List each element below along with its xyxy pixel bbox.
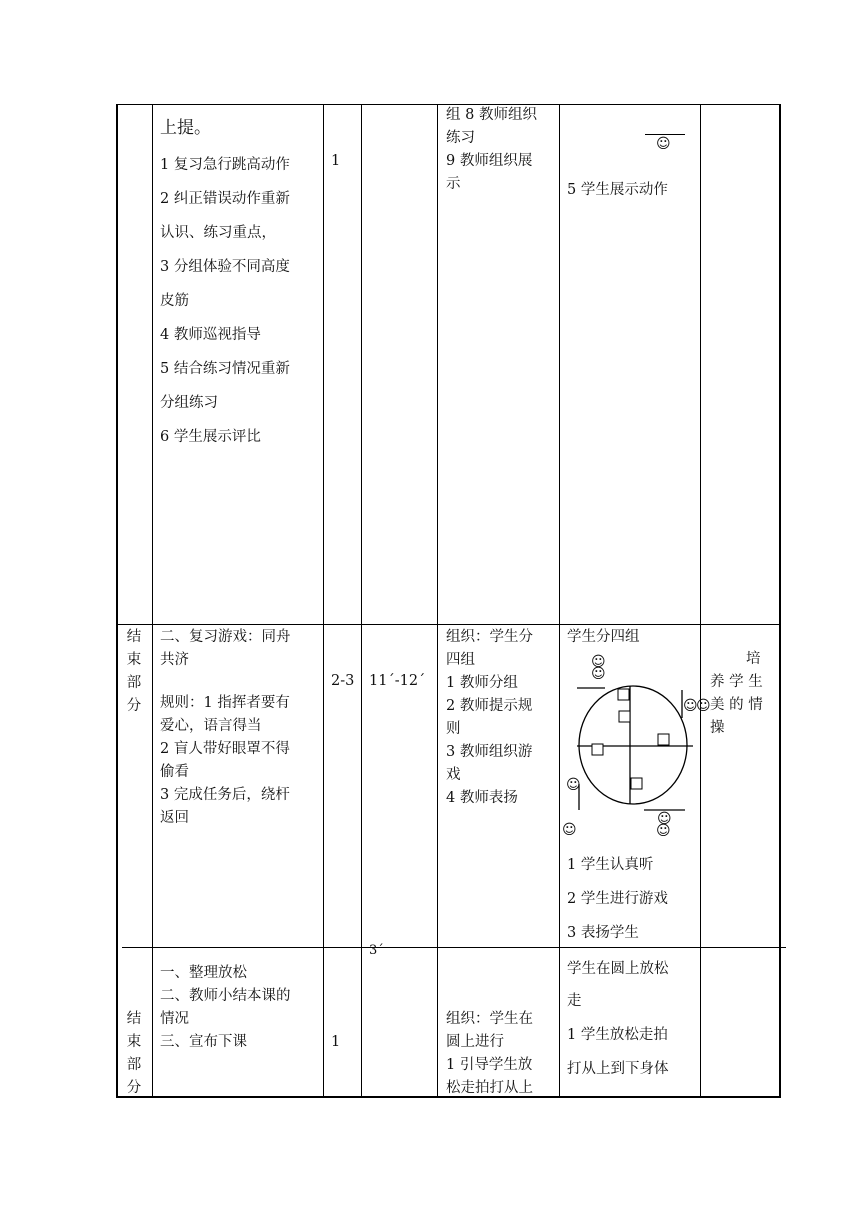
row3-student-4: 打从上到下身体 [567,1061,669,1077]
smiley-icon: ☺ [683,698,698,714]
obstacle-1 [618,689,629,700]
row1-heading: 上提。 [160,118,211,138]
row2-student-item-1: 1 学生认真听 [567,857,654,873]
row3-section-char-4: 分 [126,1080,142,1096]
smiley-icon: ☺ [656,823,671,839]
row1-item-4: 3 分组体验不同高度 [160,259,290,275]
smiley-icon: ☺ [591,666,606,682]
table-border-left [116,104,118,1098]
row3-student-1: 学生在圆上放松 [567,961,669,977]
row2-content-2: 共济 [160,652,189,668]
row3-section-char-3: 部 [126,1057,142,1073]
row3-section-char-2: 束 [126,1034,142,1050]
col-line-2 [323,104,324,1098]
obstacle-3 [658,734,669,745]
row2-section-char-3: 部 [126,675,142,691]
row-separator-1 [116,624,781,625]
row1-item-9: 6 学生展示评比 [160,429,261,445]
row3-content-3: 情况 [160,1011,189,1027]
row1-item-8: 分组练习 [160,395,218,411]
row2-section-char-1: 结 [126,629,142,645]
row1-student: 5 学生展示动作 [567,182,668,198]
row1-item-7: 5 结合练习情况重新 [160,361,290,377]
row2-goal-1: 培 [746,651,761,667]
row1-count: 1 [331,153,341,169]
game-field-diagram [560,650,700,845]
row1-mark-line [645,134,685,135]
row1-item-1: 1 复习急行跳高动作 [160,157,290,173]
row2-content-4: 规则：1 指挥者要有 [160,695,290,711]
row3-org-3: 1 引导学生放 [446,1057,533,1073]
col-line-4 [437,104,438,1098]
row2-org-8: 4 教师表扬 [446,790,518,806]
row3-content-1: 一、整理放松 [160,965,247,981]
row2-goal-2: 养 学 生 [710,674,763,690]
row2-content-1: 二、复习游戏：同舟 [160,629,291,645]
row2-org-4: 2 教师提示规 [446,698,533,714]
obstacle-2 [619,711,630,722]
row1-item-5: 皮筋 [160,293,189,309]
row2-goal-4: 操 [710,720,725,736]
row2-section-label [124,626,144,718]
row2-org-6: 3 教师组织游 [446,744,533,760]
row3-content-2: 二、教师小结本课的 [160,988,291,1004]
col-line-3 [361,104,362,1098]
row2-time: 11´-12´ [369,673,426,689]
smiley-icon: ☺ [657,811,672,827]
row2-student-item-2: 2 学生进行游戏 [567,891,668,907]
col-line-1 [152,104,153,1098]
smiley-icon: ☺ [696,698,711,714]
smiley-icon: ☺ [591,654,606,670]
obstacle-5 [631,778,642,789]
row2-org-7: 戏 [446,767,461,783]
smiley-icon: ☺ [562,822,577,838]
row2-student-item-3: 3 表扬学生 [567,925,639,941]
row2-content-5: 爱心，语言得当 [160,718,262,734]
row1-item-2: 2 纠正错误动作重新 [160,191,290,207]
row2-section-char-2: 束 [126,652,142,668]
row1-org-2: 练习 [446,130,475,146]
obstacle-4 [592,744,603,755]
row3-org-4: 松走拍打从上 [446,1080,533,1096]
row2-org-5: 则 [446,721,461,737]
row2-content-6: 2 盲人带好眼罩不得 [160,741,290,757]
col-line-5 [559,104,560,1098]
smiley-icon: ☺ [566,777,581,793]
row2-student-title: 学生分四组 [567,629,640,645]
col-line-6 [700,104,701,1098]
row1-org-3: 9 教师组织展 [446,153,533,169]
row2-org-1: 组织：学生分 [446,629,533,645]
row3-section-char-1: 结 [126,1011,142,1027]
row3-time: 3´ [369,943,384,958]
row3-count: 1 [331,1034,341,1050]
row2-count: 2-3 [331,673,355,689]
row2-content-7: 偷看 [160,764,189,780]
row3-org-2: 圆上进行 [446,1034,504,1050]
row3-content-4: 三、宣布下课 [160,1034,247,1050]
row2-section-char-4: 分 [126,698,142,714]
row3-section-label [124,1008,144,1100]
row2-org-2: 四组 [446,652,475,668]
row1-item-3: 认识、练习重点， [160,225,276,241]
row1-org-4: 示 [446,176,461,192]
row1-org-1: 组 8 教师组织 [446,107,537,123]
row2-org-3: 1 教师分组 [446,675,518,691]
row-separator-2 [122,947,786,948]
row1-item-6: 4 教师巡视指导 [160,327,261,343]
row2-content-8: 3 完成任务后，绕杆 [160,787,290,803]
row3-org-1: 组织：学生在 [446,1011,533,1027]
smiley-icon: ☺ [656,136,671,152]
row3-student-3: 1 学生放松走拍 [567,1027,668,1043]
row3-student-2: 走 [567,993,582,1009]
table-border-right [779,104,781,1098]
row2-goal-3: 美 的 情 [710,697,763,713]
row2-content-9: 返回 [160,810,189,826]
